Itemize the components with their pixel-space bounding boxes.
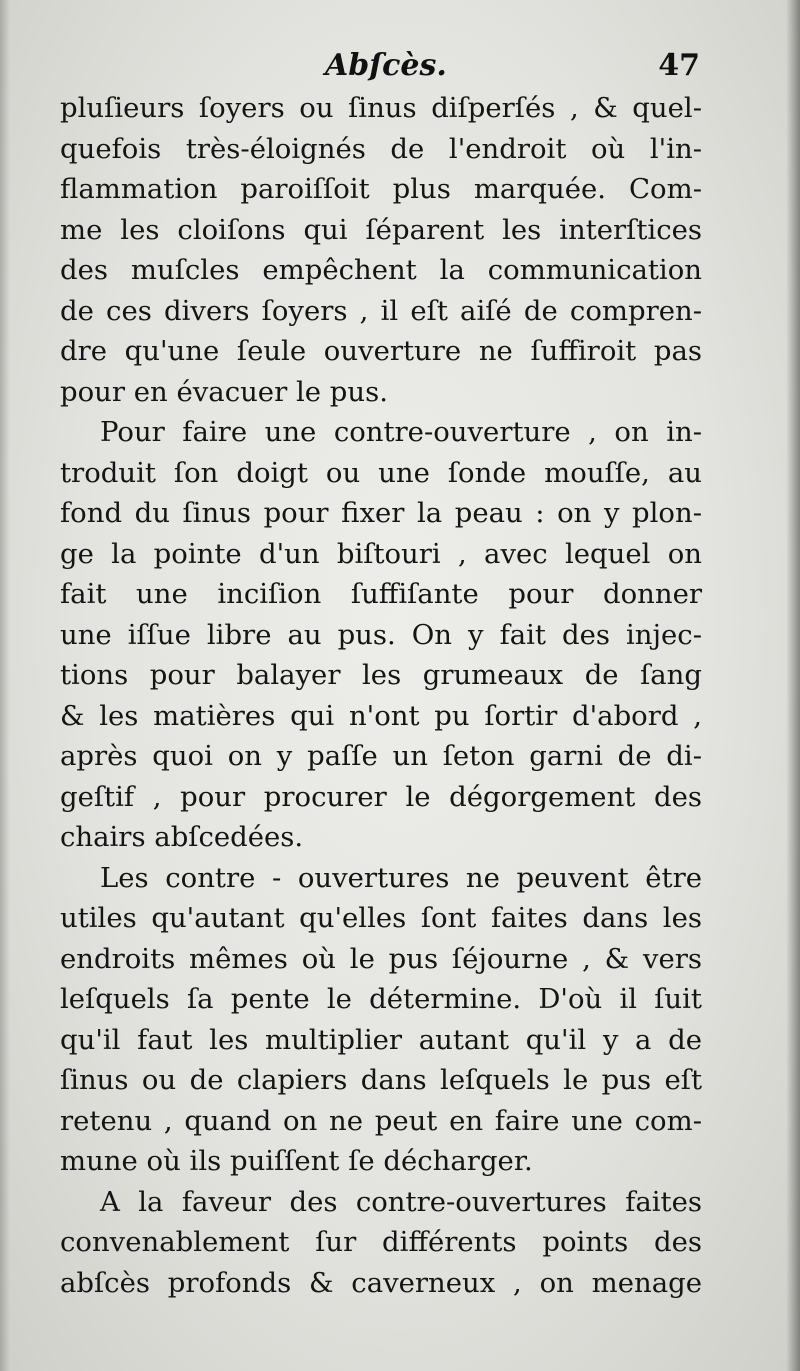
running-title: Abſcès. [325,48,447,83]
page-header [60,48,700,92]
text-line: mune où ils puiſſent ſe décharger. [60,1145,533,1177]
text-line: me les cloiſons qui ſéparent les interſtices [60,213,702,246]
text-line: utiles qu'autant qu'elles ſont faites dans les [60,902,702,934]
text-line: abſcès profonds & caverneux , on menage [60,1266,702,1299]
text-line: après quoi on y paſſe un ſeton garni de di- [60,740,702,772]
text-line: pluſieurs ſoyers ou ſinus diſperſés , & quel- [60,92,702,124]
text-line: troduit ſon doigt ou une ſonde mouſſe, au [60,456,702,489]
text-line: chairs abſcedées. [60,821,304,853]
text-line: une iſſue libre au pus. On y fait des injec- [60,618,702,651]
text-line: dre qu'une ſeule ouverture ne ſuffiroit pas [60,335,702,367]
page-number: 47 [658,48,700,83]
text-line: tions pour balayer les grumeaux de ſang [60,659,702,691]
text-line: fait une inciſion ſuffiſante pour donner [60,578,702,610]
paragraph-first-line: Les contre - ouvertures ne peuvent être [100,861,702,894]
text-line: de ces divers ſoyers , il eſt aiſé de compren- [60,294,702,327]
paragraph-first-line: Pour faire une contre-ouverture , on in- [100,416,702,448]
text-line: fond du ſinus pour fixer la peau : on y plon- [60,497,702,529]
text-line: quefois très-éloignés de l'endroit où l'in- [60,132,702,165]
text-line: endroits mêmes où le pus ſéjourne , & vers [60,942,702,975]
text-line: leſquels ſa pente le détermine. D'où il ſuit [60,983,702,1015]
page-left-shadow [0,0,10,1371]
text-line: pour en évacuer le pus. [60,375,388,408]
text-line: convenablement ſur différents points des [60,1226,702,1258]
text-line: ge la pointe d'un biſtouri , avec lequel on [60,537,702,570]
text-line: geſtif , pour procurer le dégorgement des [60,780,702,813]
page-right-shadow [786,0,800,1371]
text-line: qu'il faut les multiplier autant qu'il y a de [60,1023,702,1056]
text-line: des muſcles empêchent la communication [60,254,702,286]
body-text [60,88,702,1303]
paragraph-first-line: A la faveur des contre-ouvertures faites [100,1185,702,1218]
text-line: retenu , quand on ne peut en faire une com- [60,1104,702,1137]
text-line: & les matières qui n'ont pu ſortir d'abord , [60,699,702,732]
text-line: flammation paroiſſoit plus marquée. Com- [60,173,702,205]
text-line: ſinus ou de clapiers dans leſquels le pus eſt [60,1064,702,1096]
